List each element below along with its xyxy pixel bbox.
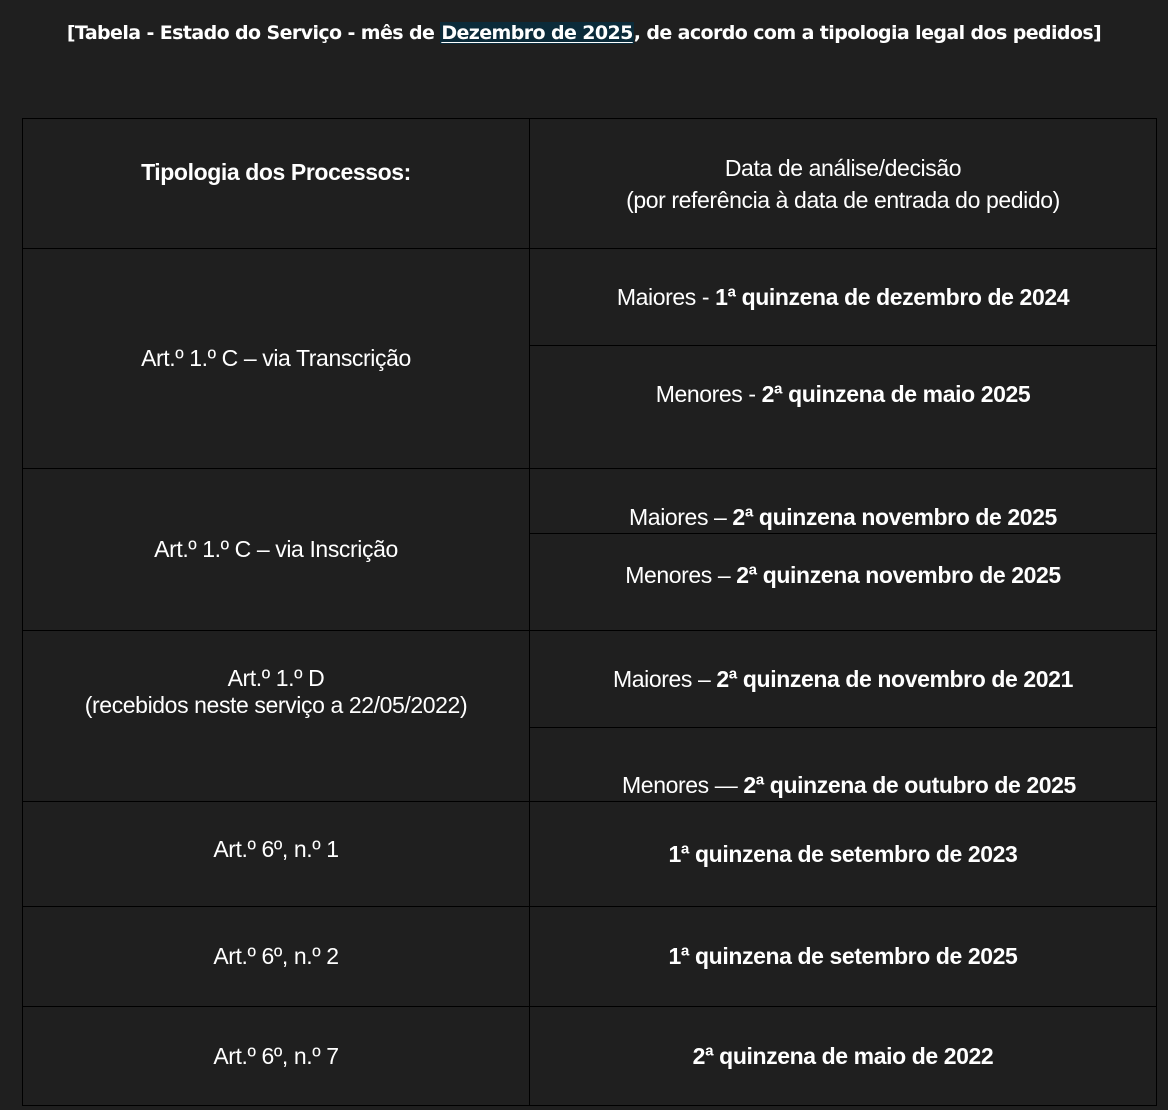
row-value-6-7 xyxy=(530,1007,1157,1106)
menores-value: 2ª quinzena de maio 2025 xyxy=(761,380,1031,407)
menores-value: 2ª quinzena de outubro de 2025 xyxy=(743,772,1076,798)
row-value: 1ª quinzena de setembro de 2023 xyxy=(668,840,1018,867)
caption-month-link[interactable]: Dezembro de 2025 xyxy=(441,22,633,44)
maiores-value: 2ª quinzena novembro de 2025 xyxy=(732,504,1057,530)
row-menores-inscricao xyxy=(530,534,1157,631)
menores-label: Menores - xyxy=(655,380,762,407)
maiores-label: Maiores - xyxy=(616,283,716,310)
row-type-label: Art.º 6º, n.º 7 xyxy=(213,1042,339,1069)
row-type-label: Art.º 6º, n.º 2 xyxy=(213,943,339,969)
row-type-label: Art.º 1.º C – via Inscrição xyxy=(154,536,398,562)
maiores-value: 1ª quinzena de dezembro de 2024 xyxy=(715,283,1070,310)
row-maiores-1d xyxy=(530,631,1157,728)
row-value: 2ª quinzena de maio de 2022 xyxy=(692,1042,994,1069)
caption-suffix: , de acordo com a tipologia legal dos pedidos] xyxy=(633,22,1102,44)
menores-label: Menores — xyxy=(622,772,744,798)
header-analysis-date-label: Data de análise/decisão xyxy=(724,154,962,181)
maiores-label: Maiores – xyxy=(629,504,733,530)
table-row xyxy=(23,249,1157,346)
header-analysis-date-note: (por referência à data de entrada do pedido) xyxy=(626,186,1060,213)
row-menores-1d xyxy=(530,728,1157,802)
maiores-value: 2ª quinzena de novembro de 2021 xyxy=(716,665,1073,692)
caption-prefix: [Tabela - Estado do Serviço - mês de xyxy=(66,22,441,44)
row-type-6-7 xyxy=(23,1007,530,1106)
row-type-note: (recebidos neste serviço a 22/05/2022) xyxy=(84,692,468,718)
table-row xyxy=(23,1007,1157,1106)
row-value: 1ª quinzena de setembro de 2025 xyxy=(668,943,1018,969)
table-row xyxy=(23,631,1157,728)
row-value-6-2 xyxy=(530,907,1157,1007)
row-value-6-1 xyxy=(530,802,1157,907)
menores-label: Menores – xyxy=(625,561,737,588)
row-type-inscricao xyxy=(23,469,530,631)
table-header-row xyxy=(23,119,1157,249)
header-typology xyxy=(23,119,530,249)
row-maiores-inscricao xyxy=(530,469,1157,534)
row-maiores-transcricao xyxy=(530,249,1157,346)
table-caption xyxy=(0,22,1168,44)
row-type-label: Art.º 1.º D xyxy=(227,665,325,691)
row-type-label: Art.º 6º, n.º 1 xyxy=(213,835,339,862)
row-menores-transcricao xyxy=(530,346,1157,469)
row-type-1d xyxy=(23,631,530,802)
menores-value: 2ª quinzena novembro de 2025 xyxy=(736,561,1061,588)
table-row xyxy=(23,907,1157,1007)
table-row xyxy=(23,469,1157,534)
maiores-label: Maiores – xyxy=(613,665,717,692)
row-type-label: Art.º 1.º C – via Transcrição xyxy=(141,345,411,371)
table-row xyxy=(23,802,1157,907)
row-type-6-2 xyxy=(23,907,530,1007)
header-analysis-date xyxy=(530,119,1157,249)
service-status-table xyxy=(22,118,1157,1106)
header-typology-label: Tipologia dos Processos: xyxy=(141,159,411,185)
row-type-transcricao xyxy=(23,249,530,469)
row-type-6-1 xyxy=(23,802,530,907)
